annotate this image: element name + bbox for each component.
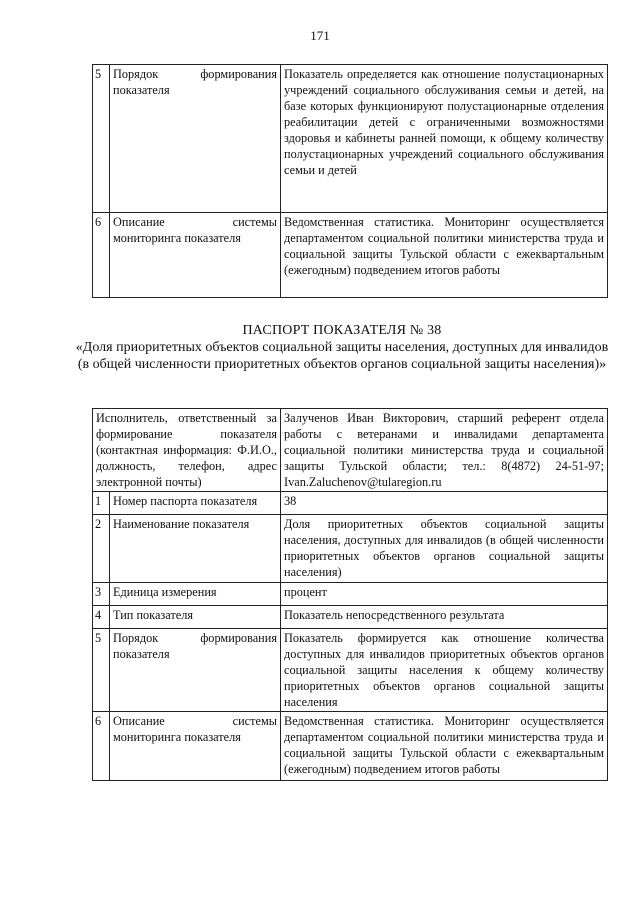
row-number: 6 [93, 213, 110, 298]
table-row [93, 409, 608, 492]
row-number: 3 [93, 583, 110, 606]
row-value: Ведомственная статистика. Мониторинг осуществляется департаментом социальной политики министерства труда и социальной защиты Тульской области с ежеквартальным (ежегодным) подведением итогов работы [281, 712, 608, 781]
row-number: 6 [93, 712, 110, 781]
row-label: Порядок формирования показателя [110, 629, 281, 712]
row-label: Тип показателя [110, 606, 281, 629]
passport-subtitle: «Доля приоритетных объектов социальной защиты населения, доступных для инвалидов (в общей численности приоритетных объектов органов социальной защиты населения)» [75, 340, 609, 372]
row-value: Ведомственная статистика. Мониторинг осуществляется департаментом социальной политики министерства труда и социальной защиты Тульской области с ежеквартальным (ежегодным) подведением итогов работы [281, 213, 608, 298]
table-row [93, 712, 608, 781]
row-label: Описание системы мониторинга показателя [110, 213, 281, 298]
row-value: Показатель формируется как отношение количества доступных для инвалидов приоритетных объектов органов социальной защиты населения к общему количеству приоритетных объектов органов социальной защиты населения [281, 629, 608, 712]
row-value: процент [281, 583, 608, 606]
passport-title: ПАСПОРТ ПОКАЗАТЕЛЯ № 38 [242, 323, 442, 338]
row-label: Порядок формирования показателя [110, 65, 281, 213]
executor-label: Исполнитель, ответственный за формирование показателя (контактная информация: Ф.И.О., должность, телефон, адрес электронной почты) [93, 409, 281, 492]
row-number: 5 [93, 65, 110, 213]
row-label: Номер паспорта показателя [110, 492, 281, 515]
row-value: Показатель непосредственного результата [281, 606, 608, 629]
passport-table [92, 408, 608, 781]
row-label: Описание системы мониторинга показателя [110, 712, 281, 781]
table-row [93, 606, 608, 629]
row-number: 1 [93, 492, 110, 515]
row-value: Доля приоритетных объектов социальной защиты населения, доступных для инвалидов (в общей численности приоритетных объектов органов социальной защиты населения) [281, 515, 608, 583]
table-row [93, 492, 608, 515]
page-number: 171 [310, 28, 330, 43]
table-row [93, 213, 608, 298]
table-row [93, 583, 608, 606]
row-label: Единица измерения [110, 583, 281, 606]
table-row [93, 629, 608, 712]
row-label: Наименование показателя [110, 515, 281, 583]
table-row [93, 65, 608, 213]
row-value: 38 [281, 492, 608, 515]
passport-heading [72, 322, 612, 373]
executor-value: Залученов Иван Викторович, старший референт отдела работы с ветеранами и инвалидами департамента социальной политики министерства труда и социальной защиты Тульской области; тел.: 8(4872) 24-51-97; Ivan.Zaluchenov@tularegion.ru [281, 409, 608, 492]
row-number: 2 [93, 515, 110, 583]
table-row [93, 515, 608, 583]
indicator-table-continued [92, 64, 608, 298]
row-number: 5 [93, 629, 110, 712]
row-value: Показатель определяется как отношение полустационарных учреждений социального обслуживания семьи и детей, на базе которых функционируют полустационарные отделения реабилитации детей с ограниченными возможностями здоровья и кабинеты ранней помощи, к общему количеству полустационарных учреждений социального обслуживания семьи и детей [281, 65, 608, 213]
row-number: 4 [93, 606, 110, 629]
